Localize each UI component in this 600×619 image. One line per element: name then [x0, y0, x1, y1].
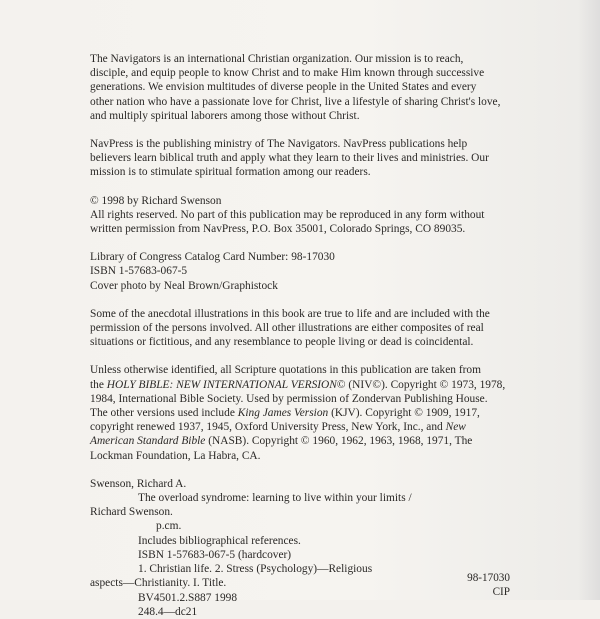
text-line: NavPress is the publishing ministry of The Navigators. NavPress publications help [90, 138, 468, 151]
text-line: situations or fictitious, and any resemblance to people living or dead is coincidental. [90, 336, 474, 349]
navpress-paragraph [90, 137, 510, 180]
text-line: ISBN 1-57683-067-5 [90, 265, 188, 278]
text-segment: (NASB). Copyright © 1960, 1962, 1963, 1968, 1971, The [205, 435, 473, 448]
text-line: permission of the persons involved. All other illustrations are either composites of real [90, 322, 484, 335]
nasb-title-part: American Standard Bible [90, 435, 206, 448]
text-line: generations. We envision multitudes of diverse people in the United States and every [90, 81, 477, 94]
text-line: All rights reserved. No part of this publication may be reproduced in any form without [90, 208, 485, 221]
text-line [90, 378, 510, 392]
cip-class-number: BV4501.2.S887 1998 [138, 591, 238, 604]
navigators-paragraph [90, 52, 510, 123]
cip-title-author: Richard Swenson. [90, 506, 173, 519]
cip-isbn: ISBN 1-57683-067-5 (hardcover) [138, 548, 292, 561]
anecdotal-disclaimer [90, 307, 510, 350]
scripture-permissions [90, 363, 510, 462]
text-line [90, 406, 510, 420]
cip-data-block [90, 477, 510, 619]
page-edge-shadow [578, 0, 600, 600]
cip-number [466, 572, 510, 599]
cip-bibliography: Includes bibliographical references. [138, 534, 301, 547]
text-line: © 1998 by Richard Swenson [90, 194, 222, 207]
catalog-info [90, 250, 510, 293]
copyright-notice [90, 194, 510, 237]
cip-title: The overload syndrome: learning to live within your limits / [138, 492, 412, 505]
cip-subjects: 1. Christian life. 2. Stress (Psychology)—Religious [138, 563, 373, 576]
cip-subjects-cont: aspects—Christianity. I. Title. [90, 577, 227, 590]
nasb-title-part: New [445, 421, 466, 434]
cip-record-number: 98-17030 [467, 572, 510, 584]
niv-title: HOLY BIBLE: NEW INTERNATIONAL VERSION [106, 378, 337, 391]
text-line: Some of the anecdotal illustrations in this book are true to life and are included with the [90, 307, 490, 320]
text-line: and multiply spiritual laborers among those without Christ. [90, 109, 360, 122]
text-line [90, 434, 510, 448]
kjv-title: King James Version [237, 407, 329, 420]
text-line: Lockman Foundation, La Habra, CA. [90, 449, 261, 462]
text-line: believers learn biblical truth and apply what they learn to their lives and ministries. Our [90, 152, 489, 165]
text-line: Cover photo by Neal Brown/Graphistock [90, 279, 278, 292]
text-line: other nation who have a passionate love for Christ, live a lifestyle of sharing Christ's love, [90, 95, 501, 108]
text-line: 1984, International Bible Society. Used by permission of Zondervan Publishing House. [90, 392, 488, 405]
text-segment: © (NIV©). Copyright © 1973, 1978, [336, 378, 506, 391]
text-line: mission is to stimulate spiritual formation among our readers. [90, 166, 371, 179]
text-line: Unless otherwise identified, all Scripture quotations in this publication are taken from [90, 364, 481, 377]
text-line: disciple, and equip people to know Christ and to make Him known through successive [90, 67, 485, 80]
text-line: The Navigators is an international Christian organization. Our mission is to reach, [90, 53, 464, 65]
cip-author: Swenson, Richard A. [90, 477, 187, 490]
cip-label: CIP [492, 585, 510, 598]
text-line: written permission from NavPress, P.O. Box 35001, Colorado Springs, CO 89035. [90, 223, 466, 236]
cip-pages: p.cm. [156, 520, 182, 533]
text-segment: the [90, 378, 107, 391]
page-text [90, 52, 510, 619]
text-line [90, 420, 510, 434]
cip-dewey-number: 248.4—dc21 [138, 605, 198, 618]
text-line: Library of Congress Catalog Card Number: 98-17030 [90, 251, 335, 264]
text-segment: (KJV). Copyright © 1909, 1917, [328, 407, 480, 420]
text-segment: copyright renewed 1937, 1945, Oxford University Press, New York, Inc., and [90, 421, 446, 434]
text-segment: The other versions used include [90, 407, 238, 420]
